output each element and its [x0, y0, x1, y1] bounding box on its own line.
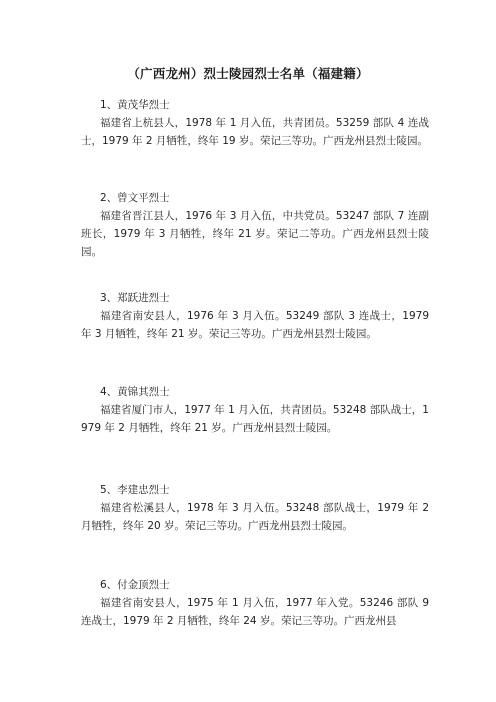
entry-4 — [81, 383, 429, 437]
entry-heading: 3、郑跃进烈士 — [100, 292, 170, 304]
entry-body: 福建省厦门市人，1977 年 1 月入伍，共青团员。53248 部队战士，1979 年 2 月牺牲，终年 21 岁。广西龙州县烈士陵园。 — [81, 404, 429, 434]
entry-body: 福建省南安县人，1976 年 3 月入伍。53249 部队 3 连战士，1979 年 3 月牺牲，终年 21 岁。荣记三等功。广西龙州县烈士陵园。 — [81, 310, 429, 340]
entry-body: 福建省南安县人，1975 年 1 月入伍，1977 年入党。53246 部队 9 连战士，1979 年 2 月牺牲，终年 24 岁。荣记三等功。广西龙州县 — [81, 597, 429, 627]
entry-heading: 2、曾文平烈士 — [100, 192, 170, 204]
entry-heading: 4、黄锦其烈士 — [100, 386, 170, 398]
entry-6 — [81, 576, 429, 630]
document-title: （广西龙州）烈士陵园烈士名单（福建籍） — [127, 66, 369, 81]
entry-1 — [81, 96, 429, 150]
entry-body: 福建省松溪县人，1978 年 3 月入伍。53248 部队战士，1979 年 2 月牺牲，终年 20 岁。荣记三等功。广西龙州县烈士陵园。 — [81, 502, 429, 532]
entry-heading: 5、李建忠烈士 — [100, 484, 170, 496]
entry-5 — [81, 481, 429, 535]
entry-body: 福建省上杭县人，1978 年 1 月入伍，共青团员。53259 部队 4 连战士，1979 年 2 月牺牲，终年 19 岁。荣记三等功。广西龙州县烈士陵园。 — [81, 117, 429, 147]
entry-body: 福建省晋江县人，1976 年 3 月入伍，中共党员。53247 部队 7 连副班长，1979 年 3 月牺牲，终年 21 岁。荣记二等功。广西龙州县烈士陵园。 — [81, 210, 429, 258]
entry-heading: 6、付金顶烈士 — [100, 579, 170, 591]
entry-2 — [81, 189, 429, 261]
entry-3 — [81, 289, 429, 343]
entry-heading: 1、黄茂华烈士 — [100, 99, 170, 111]
